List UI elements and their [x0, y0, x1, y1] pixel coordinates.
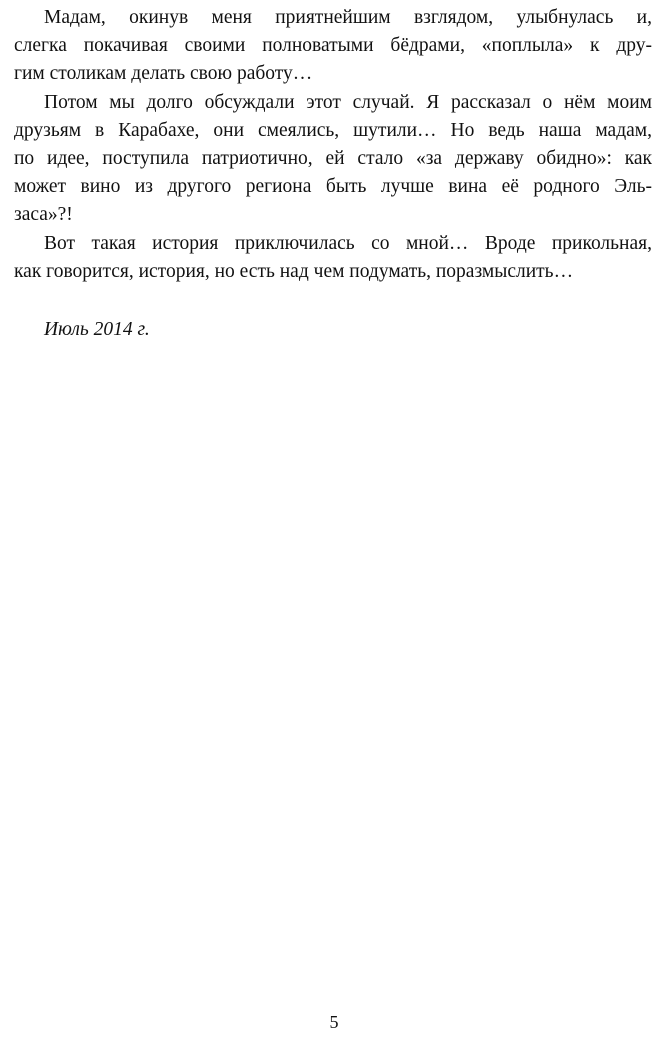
text-line: может вино из другого региона быть лучше вина её родного Эль-: [14, 176, 652, 198]
page-number: 5: [329, 1012, 339, 1032]
text-line: друзьям в Карабахе, они смеялись, шутили… Но ведь наша мадам,: [14, 119, 652, 141]
text-line: по идее, поступила патриотично, ей стало «за державу обидно»: как: [14, 147, 652, 169]
page-body: [14, 4, 652, 344]
paragraph-1: [14, 4, 652, 89]
text-line: Мадам, окинув меня приятнейшим взглядом, улыбнулась и,: [44, 7, 652, 28]
text-line: слегка покачивая своими полноватыми бёдрами, «поплыла» к дру-: [14, 35, 652, 57]
text-line: Потом мы долго обсуждали этот случай. Я рассказал о нём моим: [44, 91, 652, 113]
text-line: заса»?!: [14, 204, 73, 226]
text-line: как говорится, история, но есть над чем подумать, поразмыслить…: [14, 260, 574, 282]
text-line: гим столикам делать свою работу…: [14, 63, 313, 85]
paragraph-3: [14, 230, 652, 286]
date-signature: Июль 2014 г.: [44, 318, 150, 340]
text-line: Вот такая история приключилась со мной… Вроде прикольная,: [44, 232, 652, 254]
paragraph-2: [14, 89, 652, 230]
